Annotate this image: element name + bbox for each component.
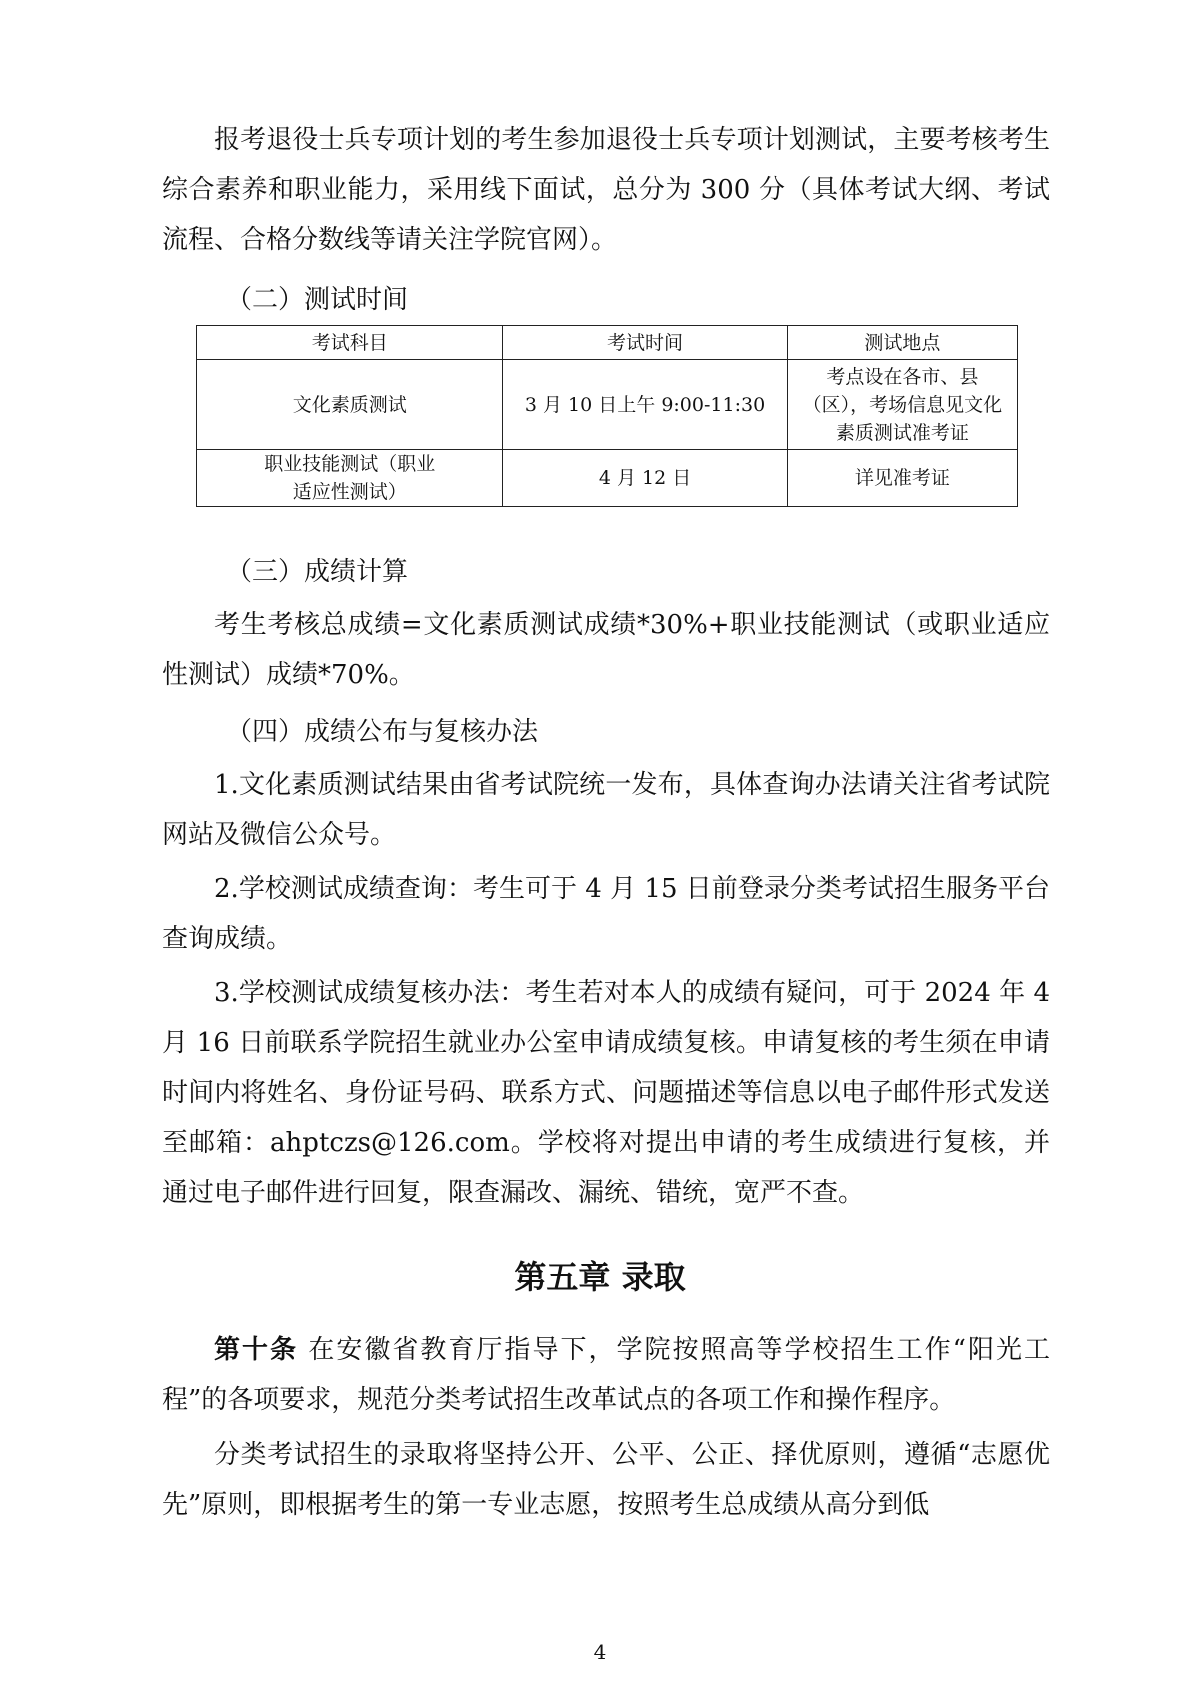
test-schedule-table [196, 325, 1018, 507]
header-time: 考试时间 [503, 326, 787, 360]
heading-score-calculation: （三）成绩计算 [226, 557, 409, 587]
retired-soldier-test-paragraph: 报考退役士兵专项计划的考生参加退役士兵专项计划测试，主要考核考生综合素养和职业能力，采用线下面试，总分为 300 分（具体考试大纲、考试流程、合格分数线等请关注学院官网）。 [162, 125, 1050, 255]
article-ten-paragraph [162, 1325, 1050, 1425]
chapter-title: 第五章 录取 [514, 1258, 686, 1296]
article-text: 在安徽省教育厅指导下，学院按照高等学校招生工作“阳光工程”的各项要求，规范分类考试招生改革试点的各项工作和操作程序。 [162, 1335, 1050, 1415]
cell-subject: 职业技能测试（职业适应性测试） [197, 450, 503, 507]
cell-subject: 文化素质测试 [197, 360, 503, 450]
table-header-row [197, 326, 1018, 360]
cell-time: 3 月 10 日上午 9:00-11:30 [503, 360, 787, 450]
list-item: 3.学校测试成绩复核办法：考生若对本人的成绩有疑问，可于 2024 年 4 月 16 日前联系学院招生就业办公室申请成绩复核。申请复核的考生须在申请时间内将姓名、身份证号码、联系方式、问题描述等信息以电子邮件形式发送至邮箱：ahptczs@126.com。学校将对提出申请的考生成绩进行复核，并通过电子邮件进行回复，限查漏改、漏统、错统，宽严不查。 [162, 978, 1050, 1208]
page-number: 4 [593, 1640, 607, 1664]
score-formula-paragraph: 考生考核总成绩=文化素质测试成绩*30%+职业技能测试（或职业适应性测试）成绩*70%。 [162, 610, 1050, 690]
table-row [197, 360, 1018, 450]
table-row [197, 450, 1018, 507]
header-subject: 考试科目 [197, 326, 503, 360]
heading-test-time: （二）测试时间 [226, 285, 409, 315]
list-item: 2.学校测试成绩查询：考生可于 4 月 15 日前登录分类考试招生服务平台查询成绩。 [162, 874, 1050, 954]
admission-principle-paragraph: 分类考试招生的录取将坚持公开、公平、公正、择优原则，遵循“志愿优先”原则，即根据考生的第一专业志愿，按照考生总成绩从高分到低 [162, 1440, 1050, 1520]
cell-location: 详见准考证 [787, 450, 1017, 507]
list-item: 1.文化素质测试结果由省考试院统一发布，具体查询办法请关注省考试院网站及微信公众号。 [162, 770, 1050, 850]
cell-location: 考点设在各市、县（区），考场信息见文化素质测试准考证 [787, 360, 1017, 450]
heading-score-release: （四）成绩公布与复核办法 [226, 717, 539, 747]
header-location: 测试地点 [787, 326, 1017, 360]
cell-time: 4 月 12 日 [503, 450, 787, 507]
article-label: 第十条 [214, 1335, 299, 1365]
